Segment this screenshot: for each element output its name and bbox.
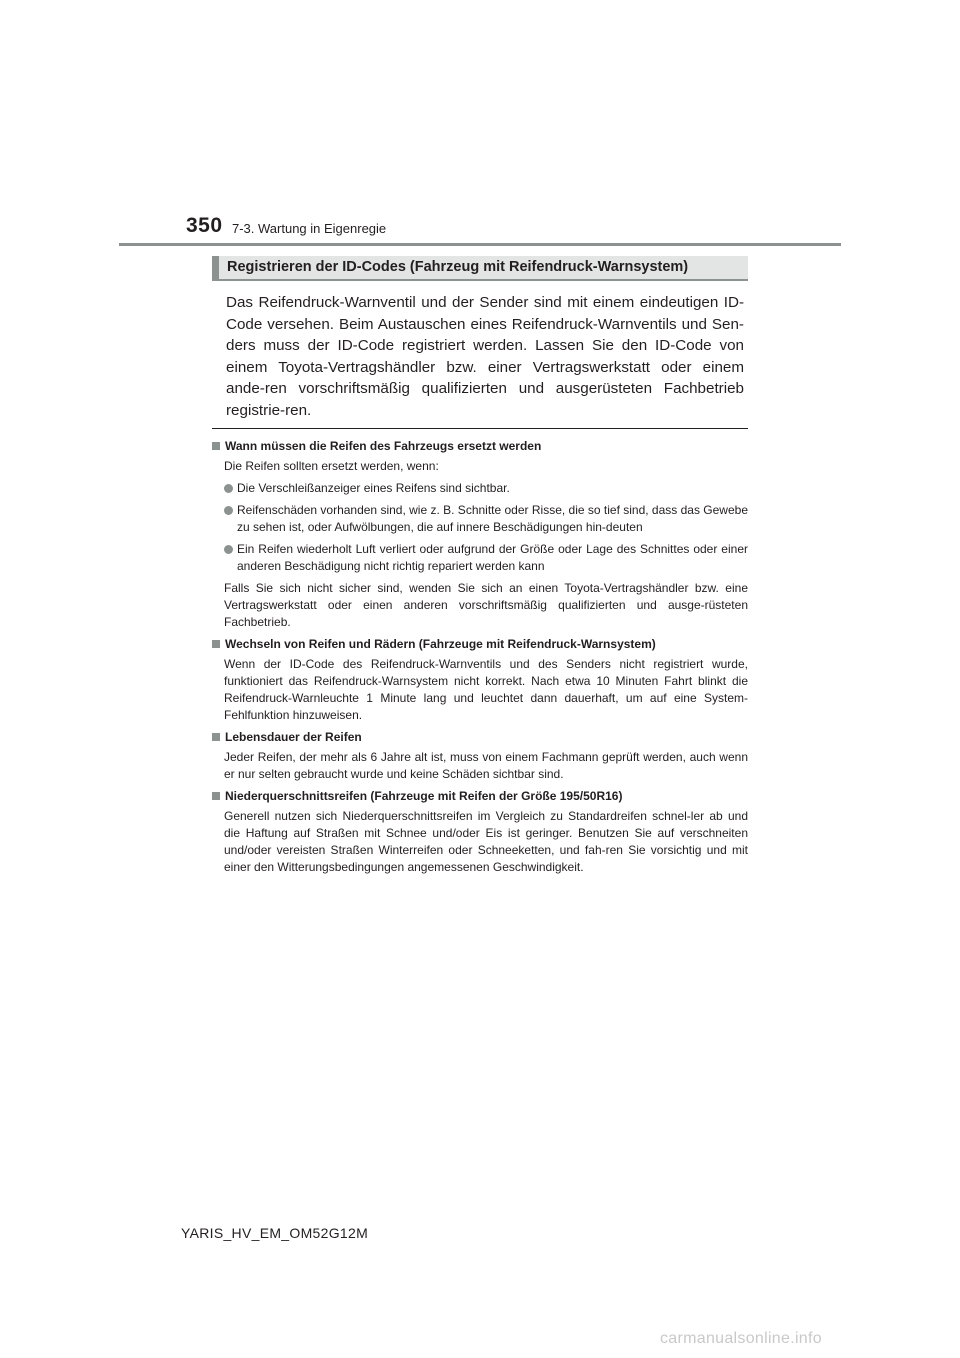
page-number: 350 (186, 214, 223, 237)
divider (212, 428, 748, 429)
dot-bullet-icon (224, 506, 233, 515)
note-title: Niederquerschnittsreifen (Fahrzeuge mit Reifen der Größe 195/50R16) (212, 788, 748, 805)
dot-bullet-icon (224, 484, 233, 493)
note-title: Wechseln von Reifen und Rädern (Fahrzeuge mit Reifendruck-Warnsystem) (212, 636, 748, 653)
note-wheel-change (212, 636, 748, 724)
watermark: carmanualsonline.info (660, 1330, 822, 1347)
list-item: Reifenschäden vorhanden sind, wie z. B. Schnitte oder Risse, die so tief sind, dass das Gewebe zu sehen ist, oder Aufwölbungen, die auf innere Beschädigungen hin-deuten (212, 502, 748, 536)
section-title: 7-3. Wartung in Eigenregie (232, 221, 387, 236)
note-tire-replacement (212, 438, 748, 631)
dot-bullet-icon (224, 545, 233, 554)
square-bullet-icon (212, 733, 220, 741)
square-bullet-icon (212, 640, 220, 648)
intro-paragraph: Das Reifendruck-Warnventil und der Sender sind mit einem eindeutigen ID-Code versehen. Beim Austauschen eines Reifendruck-Warnventils und Sen-ders muss der ID-Code registriert werden. Lassen Sie den ID-Code von einem Toyota-Vertragshändler bzw. einer Vertragswerkstatt oder einem ande-ren vorschriftsmäßig qualifizierten und ausgerüsteten Fachbetrieb registrie-ren. (226, 294, 744, 419)
header-rule (119, 243, 841, 246)
square-bullet-icon (212, 442, 220, 450)
note-title: Wann müssen die Reifen des Fahrzeugs ersetzt werden (212, 438, 748, 455)
list-item: Ein Reifen wiederholt Luft verliert oder aufgrund der Größe oder Lage des Schnittes oder einer anderen Beschädigung nicht richtig repariert werden kann (212, 541, 748, 575)
footer-code: YARIS_HV_EM_OM52G12M (181, 1225, 369, 1241)
list-item: Die Verschleißanzeiger eines Reifens sind sichtbar. (212, 480, 748, 497)
note-text: Wenn der ID-Code des Reifendruck-Warnventils und des Senders nicht registriert wurde, funktioniert das Reifendruck-Warnsystem nicht korrekt. Nach etwa 10 Minuten Fahrt blinkt die Reifendruck-Warnleuchte 1 Minute lang und leuchtet dann dauerhaft, um auf eine System-Fehlfunktion hinzuweisen. (224, 657, 748, 722)
square-bullet-icon (212, 792, 220, 800)
section-heading-text: Registrieren der ID-Codes (Fahrzeug mit Reifendruck-Warnsystem) (227, 259, 689, 275)
notes (212, 438, 748, 881)
note-title: Lebensdauer der Reifen (212, 729, 748, 746)
note-text: Die Reifen sollten ersetzt werden, wenn: (224, 459, 439, 473)
note-text: Jeder Reifen, der mehr als 6 Jahre alt ist, muss von einem Fachmann geprüft werden, auch wenn er nur selten gebraucht wurde und keine Schäden sichtbar sind. (224, 750, 748, 781)
note-text: Falls Sie sich nicht sicher sind, wenden Sie sich an einen Toyota-Vertragshändler bzw. eine Vertragswerkstatt oder einen anderen vorschriftsmäßig qualifizierten und ausge-rüsteten Fachbetrieb. (224, 581, 748, 629)
section-heading (212, 256, 748, 281)
note-tire-lifetime (212, 729, 748, 783)
note-text: Generell nutzen sich Niederquerschnittsreifen im Vergleich zu Standardreifen schnel-ler ab und die Haftung auf Straßen mit Schnee und/oder Eis ist geringer. Benutzen Sie auf verschneiten und/oder vereisten Straßen Winterreifen oder Schneeketten, und fah-ren Sie vorsichtig und mit einer den Witterungsbedingungen angemessenen Geschwindigkeit. (224, 809, 748, 874)
note-low-profile-tires (212, 788, 748, 876)
